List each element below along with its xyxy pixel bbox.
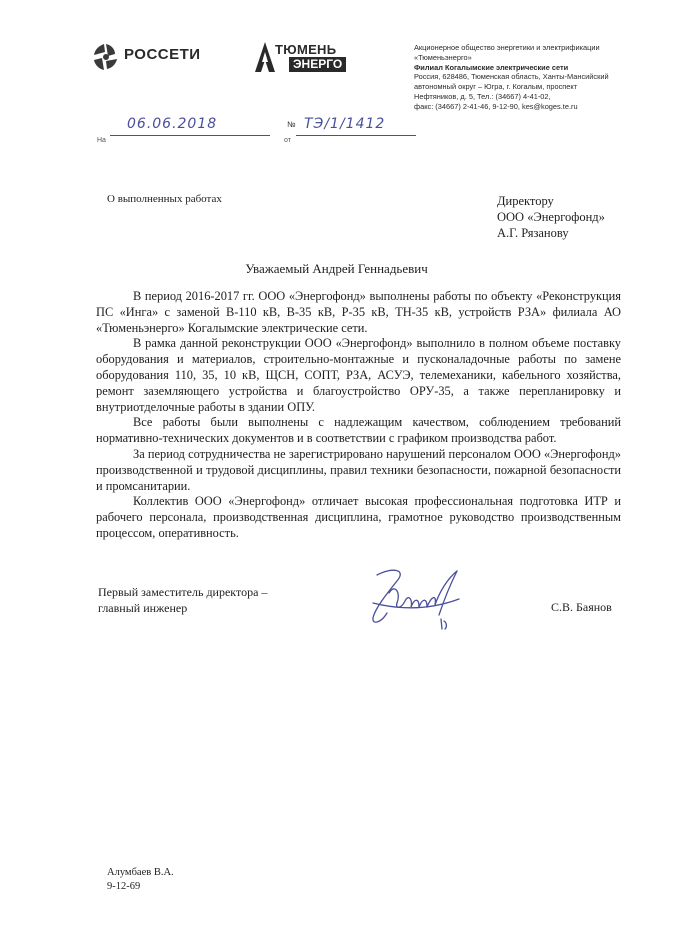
org-line: Россия, 628486, Тюменская область, Ханты-Мансийский: [414, 72, 609, 82]
salutation: Уважаемый Андрей Геннадьевич: [245, 261, 428, 276]
ot-label: от: [284, 137, 291, 144]
addressee-position: Директору: [497, 194, 554, 208]
tyumen-wordmark-bottom: ЭНЕРГО: [289, 57, 346, 72]
addressee-name: А.Г. Рязанову: [497, 226, 569, 240]
na-label: На: [97, 137, 106, 144]
letter-date: 06.06.2018: [127, 116, 218, 132]
number-label: №: [287, 120, 296, 129]
addressee-company: ООО «Энергофонд»: [497, 210, 605, 224]
org-line: «Тюменьэнерго»: [414, 52, 472, 62]
org-line: факс: (34667) 2-41-46, 9-12-90, kes@koges.te.ru: [414, 101, 578, 111]
executor-name: Алумбаев В.А.: [107, 867, 174, 878]
org-line: Нефтяников, д. 5, Тел.: (34667) 4-41-02,: [414, 91, 551, 101]
body-paragraph: За период сотрудничества не зарегистрировано нарушений персоналом ООО «Энергофонд» производственной и трудовой дисциплины, правил техники безопасности, пожарной безопасности и промсанитарии.: [96, 446, 621, 493]
signer-name: С.В. Баянов: [551, 600, 612, 614]
body-paragraph: Все работы были выполнены с надлежащим качеством, соблюдением требований нормативно-технических документов и в соответствии с графиком производства работ.: [96, 415, 621, 446]
body-paragraph: В период 2016-2017 гг. ООО «Энергофонд» выполнены работы по объекту «Реконструкция ПС «Инга» с заменой В-110 кВ, В-35 кВ, Р-35 кВ, ТН-35 кВ, устройств РЗА» филиала АО «Тюменьэнерго» Когалымские электрические сети.: [96, 289, 621, 335]
letter-number: ТЭ/1/1412: [304, 116, 386, 132]
number-underline: [296, 135, 416, 136]
org-line: Акционерное общество энергетики и электрификации: [414, 43, 600, 52]
executor-phone: 9-12-69: [107, 881, 141, 892]
org-line: автономный округ – Югра, г. Когалым, проспект: [414, 82, 578, 92]
rosseti-wordmark: РОССЕТИ: [124, 46, 201, 63]
signer-title: [98, 584, 267, 616]
date-underline: [110, 135, 270, 136]
handwritten-signature: [367, 563, 477, 638]
executor-block: [107, 866, 174, 894]
organization-details: [414, 43, 644, 112]
letter-body: [96, 289, 621, 542]
tyumen-wordmark-top: ТЮМЕНЬ: [275, 42, 337, 57]
addressee-block: [497, 193, 605, 241]
body-paragraph: В рамка данной реконструкции ООО «Энергофонд» выполнило в полном объеме поставку оборудования и материалов, строительно-монтажные и пусконаладочные работы по замене оборудования 110, 35, 10 кВ, ЩСН, СОПТ, РЗА, АСУЭ, телемеханики, кабельного хозяйства, ремонт заземляющего устройства и благоустройство ОРУ-35, а также перепланировку и внутриотделочные работы в здании ОПУ.: [96, 336, 621, 414]
body-paragraph: Коллектив ООО «Энергофонд» отличает высокая профессиональная подготовка ИТР и рабочего персонала, производственная дисциплина, грамотное руководство производственным процессом, оперативность.: [96, 494, 621, 540]
signer-title-line: главный инженер: [98, 601, 188, 615]
letter-subject: О выполненных работах: [107, 193, 222, 205]
org-branch-line: Филиал Когалымские электрические сети: [414, 62, 569, 72]
signer-title-line: Первый заместитель директора –: [98, 585, 268, 599]
